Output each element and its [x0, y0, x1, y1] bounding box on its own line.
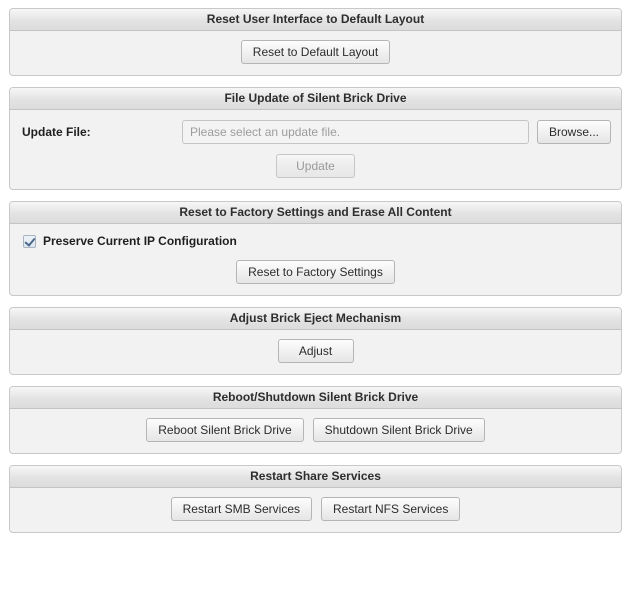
panel-body-adjust-eject — [10, 330, 621, 374]
reset-to-factory-settings-button[interactable]: Reset to Factory Settings — [236, 260, 395, 284]
button-row — [20, 40, 611, 64]
panel-adjust-eject — [9, 307, 622, 375]
reset-to-default-layout-button[interactable]: Reset to Default Layout — [241, 40, 390, 64]
panel-body-reboot-shutdown — [10, 409, 621, 453]
reboot-silent-brick-drive-button[interactable]: Reboot Silent Brick Drive — [146, 418, 303, 442]
panel-reboot-shutdown — [9, 386, 622, 454]
button-row — [20, 339, 611, 363]
panel-title-reset-ui: Reset User Interface to Default Layout — [10, 9, 621, 31]
shutdown-silent-brick-drive-button[interactable]: Shutdown Silent Brick Drive — [313, 418, 485, 442]
panel-title-adjust-eject: Adjust Brick Eject Mechanism — [10, 308, 621, 330]
panel-restart-share-services — [9, 465, 622, 533]
update-file-row — [20, 119, 611, 144]
panel-title-file-update: File Update of Silent Brick Drive — [10, 88, 621, 110]
preserve-ip-label: Preserve Current IP Configuration — [43, 234, 237, 248]
panel-body-restart-share-services — [10, 488, 621, 532]
panel-factory-reset — [9, 201, 622, 296]
restart-nfs-services-button[interactable]: Restart NFS Services — [321, 497, 460, 521]
button-row — [20, 260, 611, 284]
restart-smb-services-button[interactable]: Restart SMB Services — [171, 497, 312, 521]
button-row — [20, 497, 611, 521]
panel-title-restart-share-services: Restart Share Services — [10, 466, 621, 488]
browse-button[interactable]: Browse... — [537, 120, 611, 144]
update-button-row — [20, 154, 611, 178]
preserve-ip-row[interactable] — [20, 233, 611, 248]
panel-reset-ui — [9, 8, 622, 76]
panel-file-update — [9, 87, 622, 190]
panel-title-reboot-shutdown: Reboot/Shutdown Silent Brick Drive — [10, 387, 621, 409]
update-file-input[interactable] — [182, 120, 529, 144]
checkbox-checked-icon[interactable] — [23, 235, 36, 248]
panel-title-factory-reset: Reset to Factory Settings and Erase All Content — [10, 202, 621, 224]
panel-body-reset-ui — [10, 31, 621, 75]
update-button[interactable]: Update — [276, 154, 355, 178]
adjust-button[interactable]: Adjust — [278, 339, 354, 363]
panel-body-file-update — [10, 110, 621, 189]
update-file-label: Update File: — [22, 125, 91, 139]
button-row — [20, 418, 611, 442]
panel-body-factory-reset — [10, 224, 621, 295]
